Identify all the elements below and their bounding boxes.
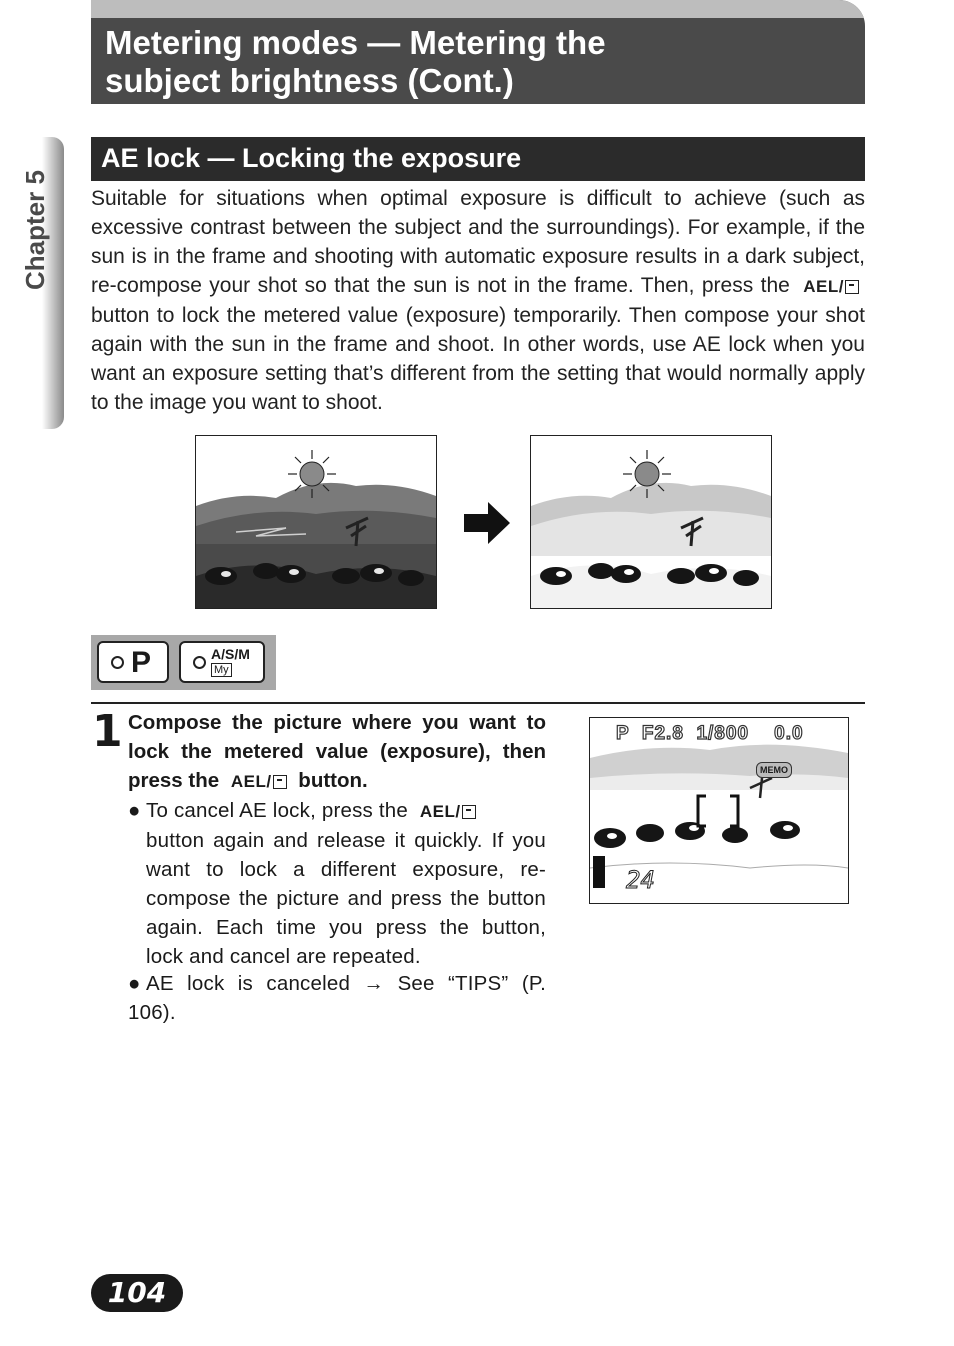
lcd-readout: P F2.8 1/800 0.0 bbox=[616, 723, 804, 744]
scene-sun-dark-subject bbox=[195, 435, 437, 609]
chapter-label: Chapter 5 bbox=[20, 170, 50, 290]
title-banner bbox=[91, 0, 865, 104]
sun-icon bbox=[288, 450, 336, 498]
bullet1-part1: To cancel AE lock, press the bbox=[146, 799, 408, 822]
bullet2-part1: AE lock is canceled bbox=[146, 972, 351, 995]
landscape-illustration bbox=[531, 436, 771, 608]
section-heading-text: AE lock — Locking the exposure bbox=[101, 143, 522, 173]
lcd-monitor-preview bbox=[589, 717, 849, 904]
mode-dial-icon bbox=[111, 656, 124, 669]
memo-icon bbox=[273, 775, 287, 789]
mode-p-label: P bbox=[131, 646, 152, 679]
bullet-icon: ● bbox=[128, 972, 141, 995]
step-heading bbox=[128, 708, 546, 796]
reference-arrow-icon: → bbox=[363, 972, 385, 995]
bullet2-part2: See “TIPS” (P. 106). bbox=[128, 972, 546, 1024]
step-number: 1 bbox=[92, 706, 123, 757]
bullet1-part2: button again and release it quickly. If you want to lock a different exposure, re-compose the picture and press the button again. Each time you press the button, lock and cancel are repeated. bbox=[146, 829, 546, 968]
title-banner-topbar bbox=[91, 0, 865, 18]
step-heading-part1: Compose the picture where you want to lock the metered value (exposure), then press the bbox=[128, 711, 546, 792]
intro-text-part1: Suitable for situations when optimal exposure is difficult to achieve (such as excessive contrast between the subject and the surroundings). For example, if the sun is in the frame and shooting with automatic exposure results in a dark subject, re-compose your shot so that the sun is not in the frame. Then, press the bbox=[91, 187, 865, 297]
bullet-cancel-ae-lock bbox=[128, 796, 546, 971]
mode-badge-p bbox=[97, 641, 169, 683]
exposure-bar bbox=[593, 856, 605, 888]
step-heading-part2: button. bbox=[298, 769, 368, 792]
mode-asm-label: A/S/M bbox=[211, 646, 250, 662]
intro-paragraph bbox=[91, 184, 865, 417]
section-heading bbox=[91, 137, 865, 181]
mode-badges bbox=[91, 635, 276, 690]
page-title-line1: Metering modes — Metering the bbox=[105, 24, 606, 61]
page-number-badge bbox=[91, 1274, 183, 1312]
memo-badge: MEMO bbox=[756, 762, 792, 778]
bullet-ae-lock-canceled bbox=[128, 969, 546, 1027]
memo-icon bbox=[462, 805, 476, 819]
ael-button-symbol: AEL/ bbox=[420, 797, 476, 826]
mode-dial-icon bbox=[193, 656, 206, 669]
memo-icon bbox=[845, 280, 859, 294]
landscape-illustration bbox=[196, 436, 436, 608]
divider bbox=[91, 702, 865, 704]
mode-my-label: My bbox=[211, 663, 232, 677]
ael-button-symbol: AEL/ bbox=[803, 272, 859, 301]
scene-sun-locked-exposure bbox=[530, 435, 772, 609]
page-title-line2: subject brightness (Cont.) bbox=[105, 62, 514, 99]
frames-remaining: 24 bbox=[626, 866, 655, 894]
page-title bbox=[105, 24, 855, 100]
mode-badge-asm bbox=[179, 641, 265, 683]
intro-text-part2: button to lock the metered value (exposure) temporarily. Then compose your shot again with the sun in the frame and shoot. In other words, use AE lock when you want an exposure setting that’s different from the setting that would normally apply to the image you want to shoot. bbox=[91, 304, 865, 414]
bullet-icon: ● bbox=[128, 799, 141, 822]
sun-icon bbox=[623, 450, 671, 498]
right-arrow-icon bbox=[462, 500, 512, 546]
page-number: 104 bbox=[107, 1276, 167, 1309]
ael-button-symbol: AEL/ bbox=[231, 767, 287, 796]
